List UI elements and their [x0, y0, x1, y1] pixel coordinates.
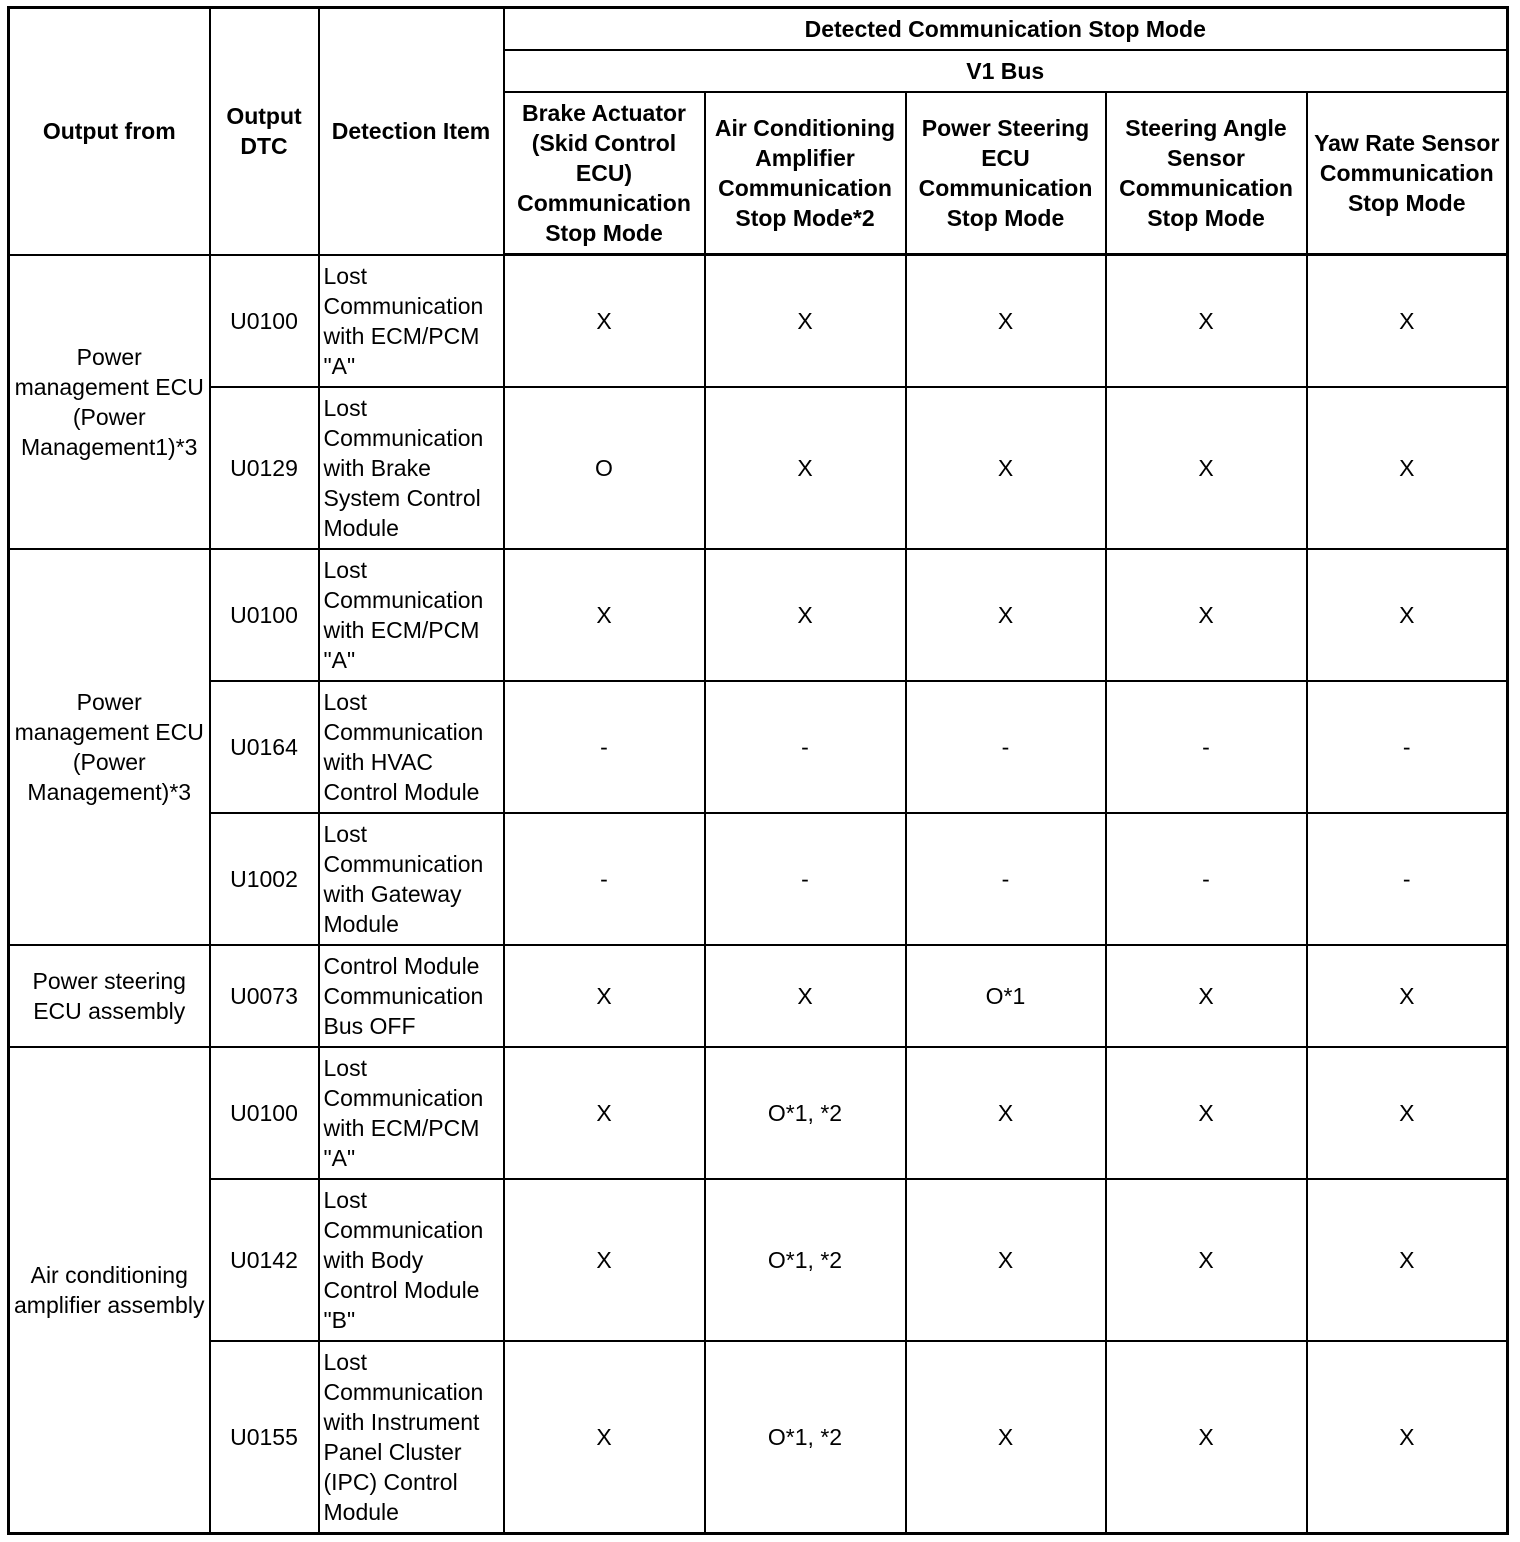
dtc-cell: U0164: [210, 681, 319, 813]
header-power-steering-ecu: Power Steering ECU Communication Stop Mode: [906, 92, 1106, 255]
table-row: [9, 255, 1508, 388]
value-cell: X: [906, 1341, 1106, 1534]
header-detected-communication-stop-mode: Detected Communication Stop Mode: [504, 8, 1508, 51]
value-cell: -: [504, 813, 705, 945]
value-cell: -: [1106, 813, 1307, 945]
header-output-from: Output from: [9, 8, 210, 255]
value-cell: X: [906, 549, 1106, 681]
value-cell: X: [1106, 1047, 1307, 1179]
dtc-cell: U0129: [210, 387, 319, 549]
value-cell: X: [1307, 1047, 1508, 1179]
value-cell: -: [705, 681, 906, 813]
value-cell: X: [504, 945, 705, 1047]
value-cell: X: [906, 255, 1106, 388]
header-brake-actuator: Brake Actuator (Skid Control ECU) Communication Stop Mode: [504, 92, 705, 255]
dtc-cell: U1002: [210, 813, 319, 945]
value-cell: X: [504, 1179, 705, 1341]
table-row: [9, 681, 1508, 813]
detection-item-cell: Lost Communication with ECM/PCM "A": [319, 549, 504, 681]
value-cell: O*1, *2: [705, 1341, 906, 1534]
output-from-cell: Power management ECU (Power Management)*3: [9, 549, 210, 945]
value-cell: X: [1307, 549, 1508, 681]
dtc-cell: U0155: [210, 1341, 319, 1534]
header-detection-item: Detection Item: [319, 8, 504, 255]
dtc-cell: U0142: [210, 1179, 319, 1341]
value-cell: X: [1307, 1341, 1508, 1534]
table-row: [9, 549, 1508, 681]
table-row: [9, 1179, 1508, 1341]
table-row: [9, 387, 1508, 549]
value-cell: X: [906, 387, 1106, 549]
value-cell: X: [504, 1047, 705, 1179]
dtc-cell: U0073: [210, 945, 319, 1047]
detection-item-cell: Control Module Communication Bus OFF: [319, 945, 504, 1047]
value-cell: X: [705, 549, 906, 681]
table-row: [9, 1047, 1508, 1179]
communication-stop-mode-table: [7, 6, 1509, 1535]
detection-item-cell: Lost Communication with Instrument Panel Cluster (IPC) Control Module: [319, 1341, 504, 1534]
value-cell: O*1, *2: [705, 1047, 906, 1179]
output-from-cell: Power management ECU (Power Management1)*3: [9, 255, 210, 550]
table-row: [9, 945, 1508, 1047]
value-cell: -: [1307, 681, 1508, 813]
value-cell: X: [1106, 255, 1307, 388]
value-cell: X: [906, 1047, 1106, 1179]
value-cell: X: [1106, 1179, 1307, 1341]
value-cell: X: [1307, 945, 1508, 1047]
dtc-cell: U0100: [210, 549, 319, 681]
value-cell: -: [906, 681, 1106, 813]
dtc-cell: U0100: [210, 1047, 319, 1179]
output-from-cell: Power steering ECU assembly: [9, 945, 210, 1047]
value-cell: X: [504, 1341, 705, 1534]
detection-item-cell: Lost Communication with HVAC Control Module: [319, 681, 504, 813]
value-cell: -: [705, 813, 906, 945]
value-cell: O: [504, 387, 705, 549]
table-row: [9, 813, 1508, 945]
value-cell: X: [504, 255, 705, 388]
value-cell: -: [504, 681, 705, 813]
value-cell: X: [1307, 1179, 1508, 1341]
header-yaw-rate-sensor: Yaw Rate Sensor Communication Stop Mode: [1307, 92, 1508, 255]
value-cell: -: [1106, 681, 1307, 813]
detection-item-cell: Lost Communication with ECM/PCM "A": [319, 255, 504, 388]
header-v1-bus: V1 Bus: [504, 50, 1508, 92]
value-cell: -: [1307, 813, 1508, 945]
value-cell: -: [906, 813, 1106, 945]
value-cell: X: [906, 1179, 1106, 1341]
detection-item-cell: Lost Communication with Brake System Control Module: [319, 387, 504, 549]
value-cell: O*1: [906, 945, 1106, 1047]
value-cell: X: [1106, 387, 1307, 549]
value-cell: X: [504, 549, 705, 681]
output-from-cell: Air conditioning amplifier assembly: [9, 1047, 210, 1534]
value-cell: X: [1307, 255, 1508, 388]
header-output-dtc: Output DTC: [210, 8, 319, 255]
header-air-conditioning-amplifier: Air Conditioning Amplifier Communication Stop Mode*2: [705, 92, 906, 255]
value-cell: O*1, *2: [705, 1179, 906, 1341]
dtc-cell: U0100: [210, 255, 319, 388]
value-cell: X: [1106, 1341, 1307, 1534]
header-steering-angle-sensor: Steering Angle Sensor Communication Stop Mode: [1106, 92, 1307, 255]
value-cell: X: [705, 945, 906, 1047]
detection-item-cell: Lost Communication with Body Control Module "B": [319, 1179, 504, 1341]
value-cell: X: [1307, 387, 1508, 549]
value-cell: X: [1106, 549, 1307, 681]
table-row: [9, 1341, 1508, 1534]
detection-item-cell: Lost Communication with Gateway Module: [319, 813, 504, 945]
detection-item-cell: Lost Communication with ECM/PCM "A": [319, 1047, 504, 1179]
value-cell: X: [705, 387, 906, 549]
value-cell: X: [705, 255, 906, 388]
value-cell: X: [1106, 945, 1307, 1047]
